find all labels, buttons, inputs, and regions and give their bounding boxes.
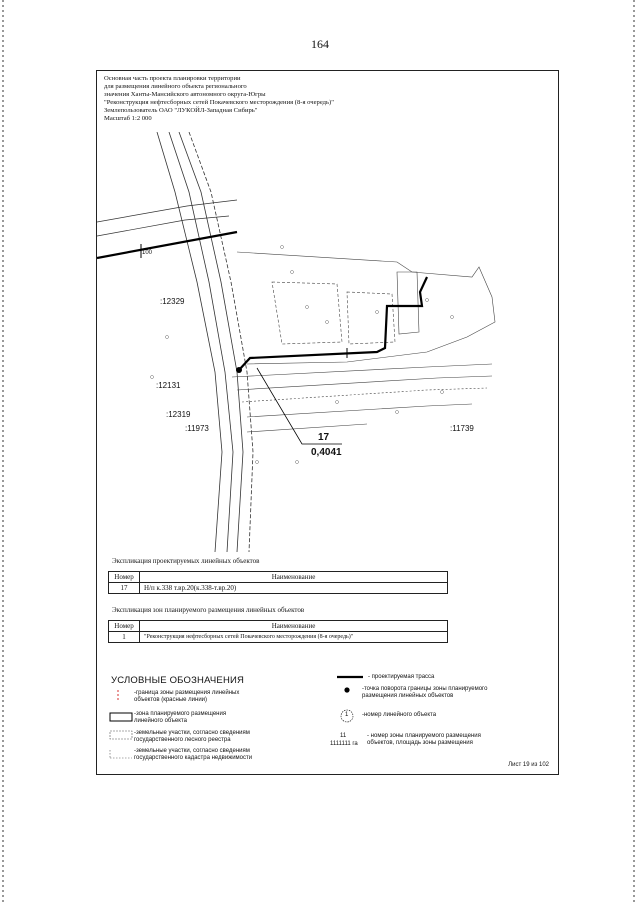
- table-row: [109, 583, 448, 594]
- table1-row-num: 17: [109, 583, 140, 594]
- legend-forest: [134, 730, 250, 744]
- turning-point-symbol: [344, 687, 349, 692]
- road-top: [97, 200, 237, 236]
- table-row: [109, 632, 448, 643]
- table2-row-name: "Реконструкция нефтесборных сетей Покачевского месторождения (8-я очередь)": [140, 632, 448, 643]
- planning-map: [97, 132, 557, 552]
- table2-col-num: Номер: [109, 621, 140, 632]
- legend-point-line2: размещения линейных объектов: [362, 693, 454, 699]
- zones-table: [108, 620, 448, 643]
- object-number-label: 17: [318, 432, 330, 443]
- legend-zone-line2: линейного объекта: [134, 718, 187, 724]
- forest-symbol: [110, 731, 132, 739]
- right-edge-texture: [633, 0, 635, 905]
- legend-zone: [134, 711, 226, 725]
- map-label-12329: :12329: [160, 297, 185, 306]
- main-road: [157, 132, 253, 552]
- legend-cadastre-line1: -земельные участки, согласно сведениям: [134, 748, 250, 754]
- legend-title: УСЛОВНЫЕ ОБОЗНАЧЕНИЯ: [111, 675, 245, 686]
- header-line-4: "Реконструкция нефтесборных сетей Покачевского месторождения (8-я очередь)": [104, 98, 334, 106]
- header-line-5: Землепользователь ОАО "ЛУКОЙЛ-Западная Сибирь": [104, 106, 258, 114]
- page-number: 164: [311, 37, 329, 51]
- legend-route: - проектируемая трасса: [368, 674, 435, 680]
- table1-title: Экспликация проектируемых линейных объектов: [112, 557, 260, 565]
- map-label-12131: :12131: [156, 381, 181, 390]
- table1-row-name: Н/п к.338 т.вр.20(к.338-т.вр.20): [140, 583, 448, 594]
- header-line-1: Основная часть проекта планировки территории: [104, 75, 241, 82]
- site-outline: [232, 252, 495, 432]
- linear-objects-table: [108, 571, 448, 594]
- object-area-label: 0,4041: [311, 447, 342, 458]
- legend-zone-line1: -зона планируемого размещения: [134, 711, 227, 717]
- table2-row-num: 1: [109, 632, 140, 643]
- legend-zone-area-symbol: 1111111 га: [330, 741, 358, 747]
- sheet-label: Лист 19 из 102: [508, 762, 549, 768]
- legend-point: [362, 686, 487, 700]
- map-label-11973: :11973: [185, 424, 209, 433]
- legend-cadastre-line2: государственного кадастра недвижимости: [134, 755, 253, 761]
- map-label-100: 100: [142, 250, 153, 256]
- map-label-11739: :11739: [450, 424, 474, 433]
- legend-zone-num: [367, 733, 481, 747]
- header-line-6: Масштаб 1:2 000: [104, 114, 152, 122]
- legend-forest-line2: государственного лесного реестра: [134, 737, 231, 743]
- legend-object-num: -номер линейного объекта: [362, 712, 437, 718]
- legend-boundary-line2: объектов (красные линии): [134, 697, 208, 703]
- table1-col-num: Номер: [109, 572, 140, 583]
- legend-symbols-right: [335, 672, 365, 742]
- legend-zone-num-line2: объектов, площадь зоны размещения: [367, 740, 473, 746]
- object-leader: [257, 368, 342, 444]
- table2-col-name: Наименование: [140, 621, 448, 632]
- header-line-3: значения Ханты-Мансийского автономного округа-Югры: [104, 90, 266, 98]
- table1-col-name: Наименование: [140, 572, 448, 583]
- legend-symbol-num: 1: [345, 712, 349, 718]
- legend-zone-num-symbol: 11: [340, 733, 347, 739]
- turning-point: [236, 367, 242, 373]
- zone-symbol: [110, 713, 132, 721]
- left-edge-texture: [2, 0, 4, 905]
- legend-point-line1: -точка поворота границы зоны планируемого: [362, 686, 488, 692]
- cadastre-symbol: [110, 750, 132, 758]
- map-label-12319: :12319: [166, 410, 191, 419]
- legend-boundary: [134, 690, 239, 704]
- legend-forest-line1: -земельные участки, согласно сведениям: [134, 730, 250, 736]
- legend-cadastre: [134, 748, 252, 762]
- sheet-header: [104, 75, 334, 122]
- header-line-2: для размещения линейного объекта регионального: [104, 82, 247, 90]
- table2-title: Экспликация зон планируемого размещения линейных объектов: [112, 606, 305, 614]
- legend-zone-num-line1: - номер зоны планируемого размещения: [367, 733, 481, 739]
- legend-boundary-line1: -граница зоны размещения линейных: [134, 690, 240, 696]
